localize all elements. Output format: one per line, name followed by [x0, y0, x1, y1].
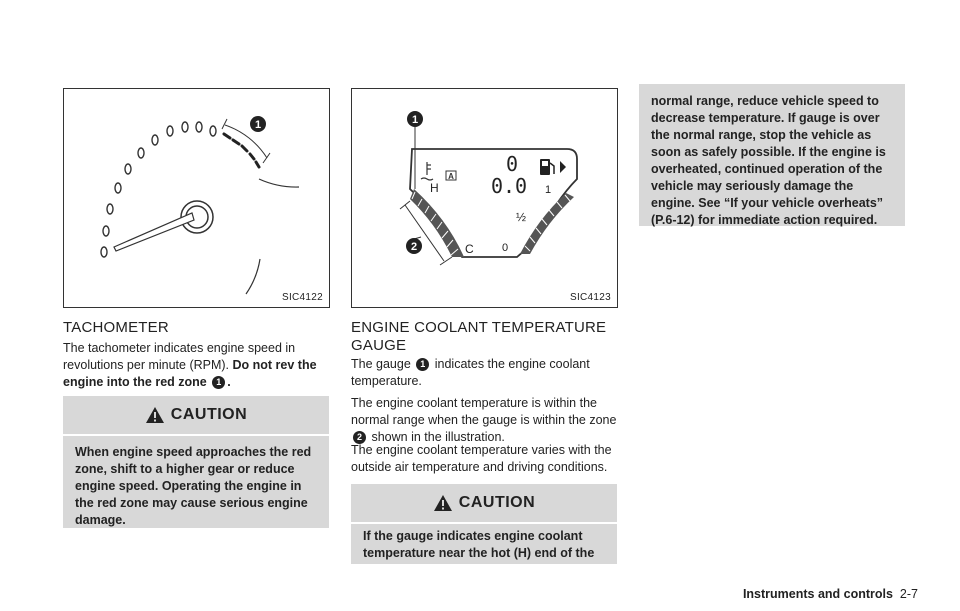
caution-header-2 [351, 484, 617, 522]
svg-text:A: A [448, 172, 454, 181]
caution-title-2: CAUTION [458, 494, 536, 511]
tachometer-heading: TACHOMETER [63, 319, 169, 336]
callout-1-label: 1 [411, 114, 419, 126]
coolant-gauge-illustration [352, 89, 617, 307]
section-name: Instruments and controls [742, 587, 893, 601]
callout-1-inline: 1 [416, 358, 429, 371]
coolant-p3: The engine coolant temperature varies with the outside air temperature and driving conditions. [351, 443, 612, 474]
fuel-empty-label: 0 [502, 242, 509, 254]
caution-body-1: When engine speed approaches the red zone, shift to a higher gear or reduce engine speed. Operating the engine in the red zone may cause serious engine damage. [63, 436, 329, 528]
figure-code-coolant: SIC4123 [569, 292, 611, 303]
coolant-p2: The engine coolant temperature is within the normal range when the gauge is within the zone 2 shown in the illustration. [351, 396, 617, 444]
page-footer [743, 587, 918, 601]
odometer-main-digits: 0.0 [490, 174, 528, 198]
tachometer-text: The tachometer indicates engine speed in revolutions per minute (RPM). Do not rev the engine into the red zone 1 . [63, 341, 317, 389]
caution-body-2-start: If the gauge indicates engine coolant temperature near the hot (H) end of the [351, 524, 617, 564]
coolant-p1: The gauge 1 indicates the engine coolant temperature. [351, 357, 590, 388]
caution-title-1: CAUTION [170, 406, 248, 423]
odometer-top-digit: 0 [505, 152, 519, 176]
fuel-full-label: 1 [545, 184, 552, 196]
coolant-heading: ENGINE COOLANT TEMPERATURE GAUGE [351, 319, 607, 354]
fuel-pump-icon [540, 159, 554, 175]
tachometer-figure [63, 88, 330, 308]
figure-code-tachometer: SIC4122 [281, 292, 323, 303]
tachometer-illustration [64, 89, 329, 307]
gauge-hot-label: H [430, 181, 439, 195]
coolant-gauge-figure [351, 88, 618, 308]
caution-header-1 [63, 396, 329, 434]
callout-1-label: 1 [254, 119, 262, 131]
callout-2-label: 2 [410, 241, 418, 253]
coolant-temp-icon [421, 162, 433, 180]
warning-icon [145, 406, 165, 424]
callout-2-inline: 2 [353, 431, 366, 444]
fuel-half-label: ½ [516, 210, 527, 224]
gauge-cold-label: C [465, 242, 474, 256]
caution-body-2-continued: normal range, reduce vehicle speed to decrease temperature. If gauge is over the normal range, stop the vehicle as soon as safely possible. If the engine is overheated, continued operation of the vehicle may seriously damage the engine. See “If your vehicle overheats” (P.6-12) for immediate action required. [639, 84, 905, 226]
warning-icon [433, 494, 453, 512]
page-number: 2-7 [899, 587, 918, 601]
callout-1-inline: 1 [212, 376, 225, 389]
